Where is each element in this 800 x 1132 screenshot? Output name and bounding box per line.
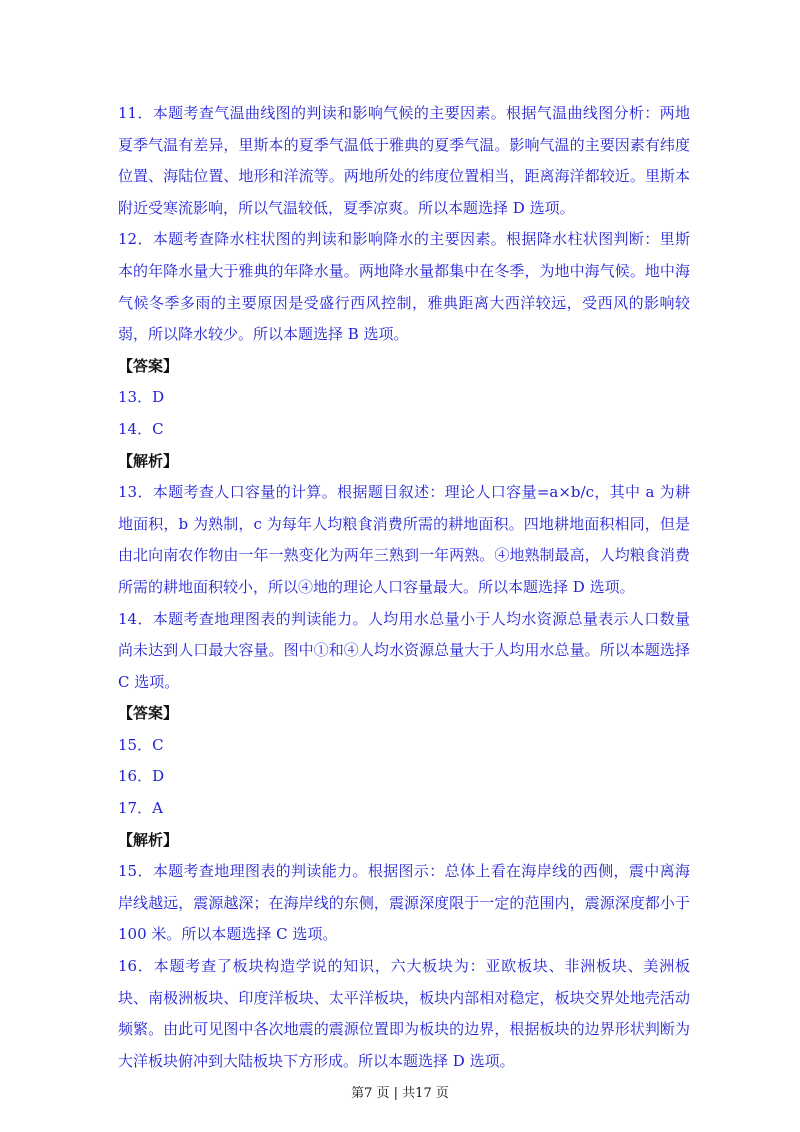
section-label-answer: 【答案】: [118, 356, 179, 375]
section-label-analysis: 【解析】: [118, 830, 179, 849]
page-footer: 第7 页 | 共17 页: [351, 1086, 449, 1101]
answer-line: 17．A: [118, 799, 163, 818]
page-content: [118, 98, 690, 1077]
section-label-analysis: 【解析】: [118, 451, 179, 470]
answer-line: 13．D: [118, 388, 165, 407]
explanation-paragraph: 11．本题考查气温曲线图的判读和影响气候的主要因素。根据气温曲线图分析：两地夏季气温有差异，里斯本的夏季气温低于雅典的夏季气温。影响气温的主要因素有纬度位置、海陆位置、地形和洋流等。两地所处的纬度位置相当，距离海洋都较近。里斯本附近受寒流影响，所以气温较低，夏季凉爽。所以本题选择 D 选项。: [118, 104, 690, 217]
answer-line: 14．C: [118, 419, 164, 438]
answer-line: 15．C: [118, 735, 164, 754]
explanation-paragraph: 13．本题考查人口容量的计算。根据题目叙述：理论人口容量=a×b/c，其中 a 为耕地面积，b 为熟制，c 为每年人均粮食消费所需的耕地面积。四地耕地面积相同，但是由北向南农作物由一年一熟变化为两年三熟到一年两熟。④地熟制最高，人均粮食消费所需的耕地面积较小，所以④地的理论人口容量最大。所以本题选择 D 选项。: [118, 483, 690, 596]
answer-line: 16．D: [118, 767, 165, 786]
explanation-paragraph: 16．本题考查了板块构造学说的知识，六大板块为：亚欧板块、非洲板块、美洲板块、南极洲板块、印度洋板块、太平洋板块，板块内部相对稳定，板块交界处地壳活动频繁。由此可见图中各次地震的震源位置即为板块的边界，根据板块的边界形状判断为大洋板块俯冲到大陆板块下方形成。所以本题选择 D 选项。: [118, 957, 690, 1070]
explanation-paragraph: 12．本题考查降水柱状图的判读和影响降水的主要因素。根据降水柱状图判断：里斯本的年降水量大于雅典的年降水量。两地降水量都集中在冬季，为地中海气候。地中海气候冬季多雨的主要原因是受盛行西风控制，雅典距离大西洋较远，受西风的影响较弱，所以降水较少。所以本题选择 B 选项。: [118, 230, 690, 344]
explanation-paragraph: 14．本题考查地理图表的判读能力。人均用水总量小于人均水资源总量表示人口数量尚未达到人口最大容量。图中①和④人均水资源总量大于人均用水总量。所以本题选择 C 选项。: [118, 609, 690, 691]
explanation-paragraph: 15．本题考查地理图表的判读能力。根据图示：总体上看在海岸线的西侧，震中离海岸线越远，震源越深；在海岸线的东侧，震源深度限于一定的范围内，震源深度都小于 100 米。所以本题选择 C 选项。: [118, 862, 690, 944]
section-label-answer: 【答案】: [118, 704, 179, 723]
